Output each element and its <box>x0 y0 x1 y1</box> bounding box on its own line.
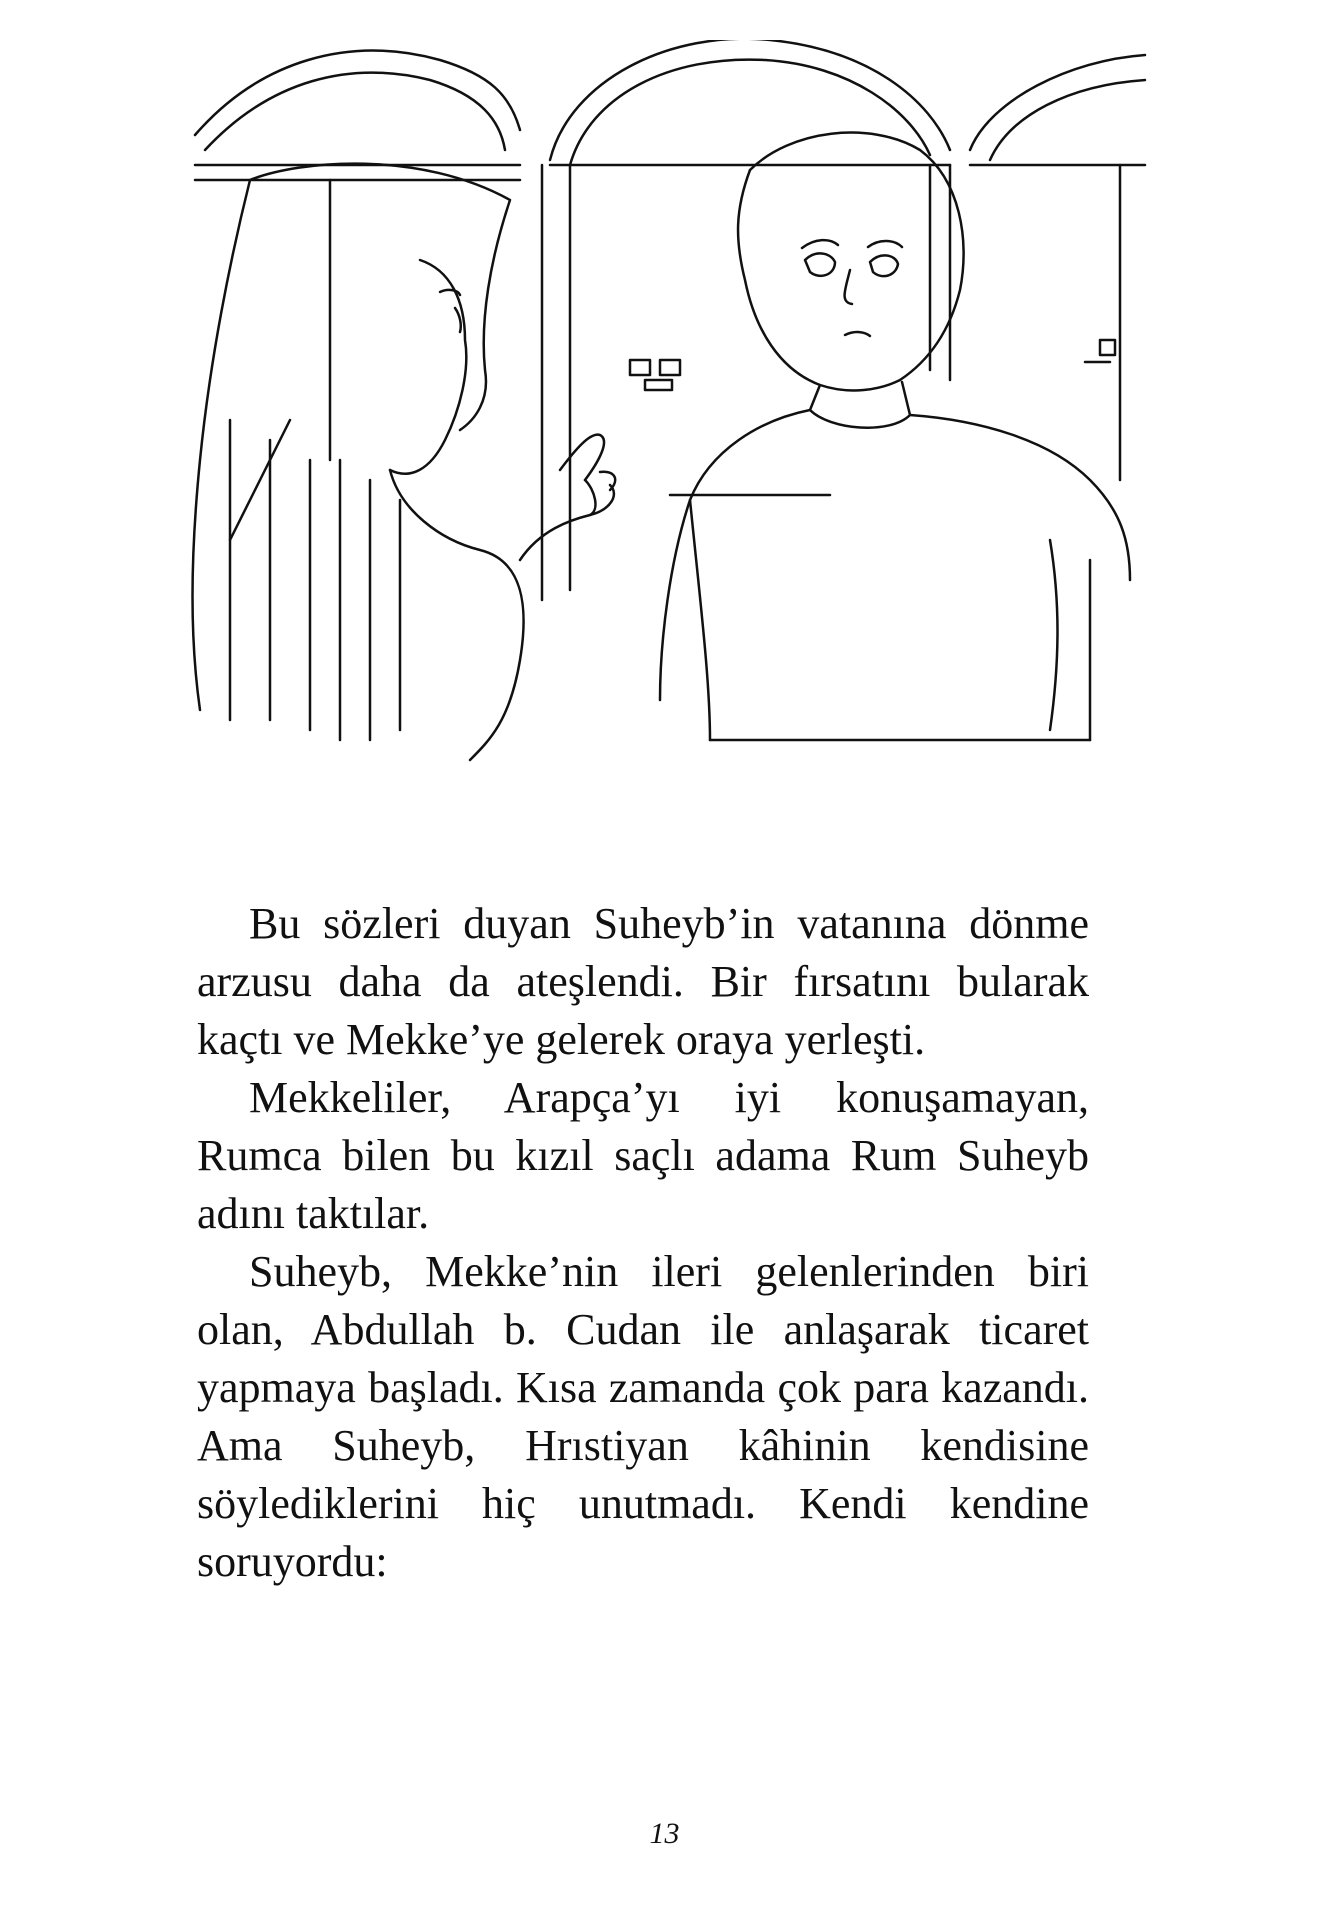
paragraph-1: Bu sözleri duyan Suheyb’in vatanına dönme arzusu daha da ateşlendi. Bir fırsatını bularak kaçtı ve Mekke’ye gelerek oraya yerleşti. <box>197 899 1089 1064</box>
illustration-hooded-man-and-boy <box>190 40 1150 850</box>
boy <box>660 133 1130 740</box>
arches <box>195 40 1145 600</box>
body-text <box>197 895 1089 1591</box>
hooded-man <box>193 164 616 760</box>
paragraph-3: Suheyb, Mekke’nin ileri gelenlerinden biri olan, Abdullah b. Cudan ile anlaşarak ticaret yapmaya başladı. Kısa zamanda çok para kazandı. Ama Suheyb, Hrıstiyan kâhinin kendisine söylediklerini hiç unutmadı. Kendi kendine soruyordu: <box>197 1247 1089 1586</box>
page-number: 13 <box>649 1817 680 1850</box>
paragraph-2: Mekkeliler, Arapça’yı iyi konuşamayan, Rumca bilen bu kızıl saçlı adama Rum Suheyb adını taktılar. <box>197 1073 1089 1238</box>
